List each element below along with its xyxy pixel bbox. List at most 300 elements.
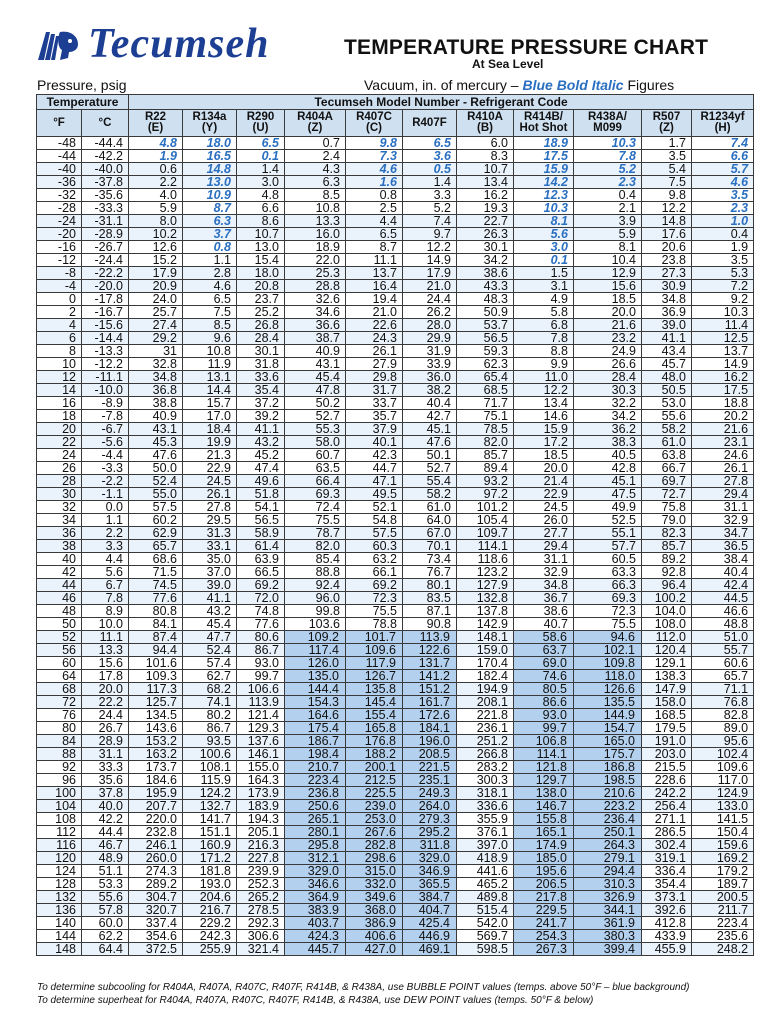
pressure-cell: 49.5 bbox=[346, 488, 403, 501]
table-header bbox=[37, 95, 754, 137]
pressure-cell: 93.0 bbox=[237, 657, 285, 670]
pressure-cell: 47.6 bbox=[129, 449, 183, 462]
refrigerant-header bbox=[237, 110, 285, 137]
pressure-cell: 188.2 bbox=[346, 748, 403, 761]
pressure-cell: 56.5 bbox=[237, 514, 285, 527]
pressure-cell: 255.9 bbox=[183, 943, 237, 956]
pressure-cell: 62.3 bbox=[457, 358, 514, 371]
temp-f-cell: -44 bbox=[37, 150, 82, 163]
pressure-cell: 6.6 bbox=[237, 202, 285, 215]
pressure-cell: 221.5 bbox=[403, 761, 457, 774]
pressure-cell: 6.5 bbox=[237, 137, 285, 150]
temp-c-cell: -44.4 bbox=[82, 137, 129, 150]
pressure-cell: 19.3 bbox=[457, 202, 514, 215]
subcooling-note: To determine subcooling for R404A, R407A, R407C, R407F, R414B, & R438A, use BUBBLE POINT values (temps. above 50°F – blue background) bbox=[37, 982, 690, 993]
pressure-cell: 200.1 bbox=[346, 761, 403, 774]
pressure-cell: 10.3 bbox=[574, 137, 642, 150]
pressure-cell: 97.2 bbox=[457, 488, 514, 501]
pressure-cell: 203.0 bbox=[642, 748, 692, 761]
temp-f-cell: 140 bbox=[37, 917, 82, 930]
pressure-cell: 100.2 bbox=[642, 592, 692, 605]
temp-c-cell: 35.6 bbox=[82, 774, 129, 787]
pressure-cell: 41.1 bbox=[642, 332, 692, 345]
pressure-cell: 65.7 bbox=[129, 540, 183, 553]
pressure-cell: 106.8 bbox=[514, 735, 574, 748]
temp-f-cell: 96 bbox=[37, 774, 82, 787]
pressure-cell: 45.1 bbox=[403, 423, 457, 436]
pressure-cell: 144.9 bbox=[574, 709, 642, 722]
pressure-cell: 66.5 bbox=[237, 566, 285, 579]
pressure-cell: 36.6 bbox=[285, 319, 346, 332]
pressure-cell: 20.8 bbox=[237, 280, 285, 293]
pressure-cell: 82.8 bbox=[692, 709, 754, 722]
pressure-cell: 183.9 bbox=[237, 800, 285, 813]
table-row bbox=[37, 865, 754, 878]
pressure-cell: 368.0 bbox=[346, 904, 403, 917]
pressure-cell: 200.5 bbox=[692, 891, 754, 904]
table-row bbox=[37, 384, 754, 397]
temp-c-cell: 64.4 bbox=[82, 943, 129, 956]
refrigerant-name: R404A bbox=[297, 111, 333, 123]
temp-c-cell: -17.8 bbox=[82, 293, 129, 306]
pressure-cell: 26.6 bbox=[574, 358, 642, 371]
pressure-cell: 151.1 bbox=[183, 826, 237, 839]
refrigerant-name: R1234yf bbox=[700, 111, 745, 123]
pressure-cell: 212.5 bbox=[346, 774, 403, 787]
pressure-cell: 3.0 bbox=[237, 176, 285, 189]
pressure-cell: 34.2 bbox=[457, 254, 514, 267]
pressure-cell: 29.8 bbox=[346, 371, 403, 384]
pressure-cell: 336.6 bbox=[457, 800, 514, 813]
pressure-cell: 22.0 bbox=[285, 254, 346, 267]
pressure-cell: 26.0 bbox=[514, 514, 574, 527]
pressure-cell: 223.4 bbox=[692, 917, 754, 930]
pressure-cell: 72.3 bbox=[574, 605, 642, 618]
table-row bbox=[37, 787, 754, 800]
pressure-cell: 109.6 bbox=[346, 644, 403, 657]
pressure-cell: 54.8 bbox=[346, 514, 403, 527]
temp-f-cell: 64 bbox=[37, 670, 82, 683]
temp-f-cell: -20 bbox=[37, 228, 82, 241]
pressure-cell: 54.1 bbox=[237, 501, 285, 514]
refrigerant-name: R290 bbox=[246, 111, 275, 123]
pressure-cell: 4.4 bbox=[346, 215, 403, 228]
pressure-cell: 12.9 bbox=[574, 267, 642, 280]
pressure-cell: 60.3 bbox=[346, 540, 403, 553]
pressure-cell: 24.4 bbox=[403, 293, 457, 306]
temp-c-cell: -35.6 bbox=[82, 189, 129, 202]
pressure-cell: 129.3 bbox=[237, 722, 285, 735]
pressure-cell: 36.0 bbox=[403, 371, 457, 384]
pressure-cell: 109.8 bbox=[574, 657, 642, 670]
refrigerant-code: (E) bbox=[147, 122, 164, 134]
pressure-cell: 172.6 bbox=[403, 709, 457, 722]
pressure-cell: 159.0 bbox=[457, 644, 514, 657]
pressure-cell: 164.3 bbox=[237, 774, 285, 787]
pressure-cell: 109.2 bbox=[285, 631, 346, 644]
temp-c-cell: 13.3 bbox=[82, 644, 129, 657]
temp-f-cell: 40 bbox=[37, 553, 82, 566]
temp-c-cell: -24.4 bbox=[82, 254, 129, 267]
pressure-cell: 67.0 bbox=[403, 527, 457, 540]
temp-f-cell: 32 bbox=[37, 501, 82, 514]
temp-c-cell: -6.7 bbox=[82, 423, 129, 436]
pressure-cell: 146.1 bbox=[237, 748, 285, 761]
model-number-header: Tecumseh Model Number - Refrigerant Code bbox=[129, 95, 754, 110]
temp-c-cell: -37.8 bbox=[82, 176, 129, 189]
pressure-cell: 163.2 bbox=[129, 748, 183, 761]
pressure-cell: 196.0 bbox=[403, 735, 457, 748]
pressure-cell: 36.9 bbox=[642, 306, 692, 319]
pressure-cell: 121.4 bbox=[237, 709, 285, 722]
pressure-cell: 182.4 bbox=[457, 670, 514, 683]
pressure-cell: 11.4 bbox=[692, 319, 754, 332]
pressure-cell: 12.2 bbox=[642, 202, 692, 215]
pressure-cell: 32.9 bbox=[514, 566, 574, 579]
pressure-cell: 31.8 bbox=[237, 358, 285, 371]
table-row bbox=[37, 696, 754, 709]
pressure-cell: 58.9 bbox=[237, 527, 285, 540]
temp-f-cell: 84 bbox=[37, 735, 82, 748]
pressure-cell: 239.9 bbox=[237, 865, 285, 878]
temp-c-cell: 6.7 bbox=[82, 579, 129, 592]
pressure-cell: 155.8 bbox=[514, 813, 574, 826]
temp-c-cell: -11.1 bbox=[82, 371, 129, 384]
pressure-cell: 22.9 bbox=[514, 488, 574, 501]
pressure-cell: 36.7 bbox=[514, 592, 574, 605]
pressure-cell: 181.8 bbox=[183, 865, 237, 878]
pressure-cell: 51.8 bbox=[237, 488, 285, 501]
pressure-cell: 254.3 bbox=[514, 930, 574, 943]
pressure-cell: 300.3 bbox=[457, 774, 514, 787]
pressure-cell: 87.1 bbox=[403, 605, 457, 618]
pressure-cell: 42.7 bbox=[403, 410, 457, 423]
pressure-cell: 34.7 bbox=[692, 527, 754, 540]
temp-f-cell: 92 bbox=[37, 761, 82, 774]
pressure-cell: 193.0 bbox=[183, 878, 237, 891]
temp-c-cell: -7.8 bbox=[82, 410, 129, 423]
temp-c-cell: -15.6 bbox=[82, 319, 129, 332]
temp-c-cell: 2.2 bbox=[82, 527, 129, 540]
pressure-cell: 27.8 bbox=[692, 475, 754, 488]
pressure-cell: 0.4 bbox=[692, 228, 754, 241]
pressure-cell: 31.1 bbox=[692, 501, 754, 514]
pressure-cell: 469.1 bbox=[403, 943, 457, 956]
temp-f-cell: 132 bbox=[37, 891, 82, 904]
pressure-cell: 15.9 bbox=[514, 163, 574, 176]
temp-f-cell: 88 bbox=[37, 748, 82, 761]
pressure-cell: 225.5 bbox=[346, 787, 403, 800]
temp-f-cell: 14 bbox=[37, 384, 82, 397]
pressure-cell: 34.2 bbox=[574, 410, 642, 423]
pressure-cell: 433.9 bbox=[642, 930, 692, 943]
pressure-cell: 207.7 bbox=[129, 800, 183, 813]
pressure-cell: 15.6 bbox=[574, 280, 642, 293]
pressure-cell: 117.3 bbox=[129, 683, 183, 696]
pressure-cell: 59.3 bbox=[457, 345, 514, 358]
pressure-cell: 154.3 bbox=[285, 696, 346, 709]
temp-c-cell: -28.9 bbox=[82, 228, 129, 241]
pressure-cell: 75.1 bbox=[457, 410, 514, 423]
pressure-cell: 18.4 bbox=[183, 423, 237, 436]
pressure-cell: 93.2 bbox=[457, 475, 514, 488]
pressure-cell: 61.0 bbox=[642, 436, 692, 449]
pressure-cell: 93.5 bbox=[183, 735, 237, 748]
pressure-cell: 33.6 bbox=[237, 371, 285, 384]
pressure-cell: 418.9 bbox=[457, 852, 514, 865]
pressure-cell: 43.2 bbox=[237, 436, 285, 449]
pressure-cell: 250.1 bbox=[574, 826, 642, 839]
pressure-cell: 10.7 bbox=[457, 163, 514, 176]
pressure-cell: 5.2 bbox=[574, 163, 642, 176]
pressure-cell: 78.5 bbox=[457, 423, 514, 436]
pressure-cell: 312.1 bbox=[285, 852, 346, 865]
pressure-cell: 58.6 bbox=[514, 631, 574, 644]
pressure-cell: 108.0 bbox=[642, 618, 692, 631]
table-row bbox=[37, 241, 754, 254]
pressure-cell: 2.8 bbox=[183, 267, 237, 280]
pressure-cell: 23.2 bbox=[574, 332, 642, 345]
temp-f-cell: 2 bbox=[37, 306, 82, 319]
pressure-cell: 326.9 bbox=[574, 891, 642, 904]
pressure-cell: 515.4 bbox=[457, 904, 514, 917]
pressure-cell: 72.7 bbox=[642, 488, 692, 501]
pressure-cell: 11.0 bbox=[514, 371, 574, 384]
pressure-cell: 18.8 bbox=[692, 397, 754, 410]
pressure-cell: 78.7 bbox=[285, 527, 346, 540]
pressure-cell: 344.1 bbox=[574, 904, 642, 917]
pressure-cell: 42.4 bbox=[692, 579, 754, 592]
pressure-cell: 295.8 bbox=[285, 839, 346, 852]
pressure-cell: 16.4 bbox=[346, 280, 403, 293]
pressure-cell: 295.2 bbox=[403, 826, 457, 839]
pressure-cell: 31.3 bbox=[183, 527, 237, 540]
pressure-cell: 115.9 bbox=[183, 774, 237, 787]
pressure-cell: 45.7 bbox=[642, 358, 692, 371]
temp-f-cell: -40 bbox=[37, 163, 82, 176]
pressure-cell: 598.5 bbox=[457, 943, 514, 956]
temp-f-cell: 44 bbox=[37, 579, 82, 592]
pressure-cell: 164.6 bbox=[285, 709, 346, 722]
table-row bbox=[37, 644, 754, 657]
pressure-cell: 88.8 bbox=[285, 566, 346, 579]
table-row bbox=[37, 488, 754, 501]
pressure-cell: 9.2 bbox=[692, 293, 754, 306]
pressure-cell: 85.7 bbox=[457, 449, 514, 462]
refrigerant-code: (U) bbox=[252, 122, 269, 134]
pressure-cell: 15.7 bbox=[183, 397, 237, 410]
temp-f-cell: 50 bbox=[37, 618, 82, 631]
pressure-cell: 198.4 bbox=[285, 748, 346, 761]
pressure-cell: 279.1 bbox=[574, 852, 642, 865]
pressure-cell: 21.3 bbox=[183, 449, 237, 462]
temp-c-cell: 4.4 bbox=[82, 553, 129, 566]
pressure-cell: 489.8 bbox=[457, 891, 514, 904]
pressure-cell: 9.9 bbox=[514, 358, 574, 371]
table-row bbox=[37, 930, 754, 943]
pressure-cell: 8.5 bbox=[285, 189, 346, 202]
table-row bbox=[37, 176, 754, 189]
pressure-cell: 250.6 bbox=[285, 800, 346, 813]
pressure-cell: 3.7 bbox=[183, 228, 237, 241]
temp-c-cell: 20.0 bbox=[82, 683, 129, 696]
fahrenheit-header: °F bbox=[37, 110, 82, 137]
pressure-cell: 260.0 bbox=[129, 852, 183, 865]
temp-c-cell: -33.3 bbox=[82, 202, 129, 215]
pressure-cell: 0.7 bbox=[285, 137, 346, 150]
temp-c-cell: 26.7 bbox=[82, 722, 129, 735]
pressure-cell: 31 bbox=[129, 345, 183, 358]
pressure-cell: 20.6 bbox=[642, 241, 692, 254]
temperature-pressure-table bbox=[36, 94, 754, 956]
pressure-cell: 5.4 bbox=[642, 163, 692, 176]
pressure-cell: 6.5 bbox=[346, 228, 403, 241]
pressure-cell: 12.6 bbox=[129, 241, 183, 254]
table-row bbox=[37, 735, 754, 748]
pressure-cell: 355.9 bbox=[457, 813, 514, 826]
pressure-cell: 206.5 bbox=[514, 878, 574, 891]
pressure-cell: 47.6 bbox=[403, 436, 457, 449]
pressure-cell: 304.7 bbox=[129, 891, 183, 904]
pressure-cell: 404.7 bbox=[403, 904, 457, 917]
pressure-cell: 392.6 bbox=[642, 904, 692, 917]
pressure-cell: 364.9 bbox=[285, 891, 346, 904]
pressure-cell: 0.8 bbox=[183, 241, 237, 254]
refrigerant-code: M099 bbox=[593, 122, 622, 134]
pressure-cell: 125.7 bbox=[129, 696, 183, 709]
pressure-cell: 80.1 bbox=[403, 579, 457, 592]
pressure-cell: 126.7 bbox=[346, 670, 403, 683]
pressure-cell: 36.8 bbox=[129, 384, 183, 397]
pressure-cell: 21.0 bbox=[346, 306, 403, 319]
pressure-cell: 60.6 bbox=[692, 657, 754, 670]
pressure-cell: 18.5 bbox=[574, 293, 642, 306]
table-row bbox=[37, 917, 754, 930]
pressure-cell: 264.0 bbox=[403, 800, 457, 813]
pressure-cell: 47.5 bbox=[574, 488, 642, 501]
pressure-cell: 3.3 bbox=[403, 189, 457, 202]
pressure-cell: 165.0 bbox=[574, 735, 642, 748]
pressure-cell: 43.3 bbox=[457, 280, 514, 293]
pressure-cell: 184.1 bbox=[403, 722, 457, 735]
pressure-cell: 89.4 bbox=[457, 462, 514, 475]
pressure-cell: 2.3 bbox=[574, 176, 642, 189]
temp-c-cell: -16.7 bbox=[82, 306, 129, 319]
pressure-cell: 38.6 bbox=[514, 605, 574, 618]
refrigerant-code: (Y) bbox=[201, 122, 218, 134]
pressure-cell: 28.4 bbox=[574, 371, 642, 384]
pressure-cell: 52.1 bbox=[346, 501, 403, 514]
pressure-cell: 117.9 bbox=[346, 657, 403, 670]
table-row bbox=[37, 657, 754, 670]
temp-f-cell: -16 bbox=[37, 241, 82, 254]
pressure-cell: 43.4 bbox=[642, 345, 692, 358]
temp-f-cell: 56 bbox=[37, 644, 82, 657]
pressure-cell: 0.1 bbox=[514, 254, 574, 267]
refrigerant-header bbox=[285, 110, 346, 137]
temp-c-cell: -42.2 bbox=[82, 150, 129, 163]
pressure-cell: 55.3 bbox=[285, 423, 346, 436]
pressure-cell: 274.3 bbox=[129, 865, 183, 878]
pressure-cell: 64.0 bbox=[403, 514, 457, 527]
temp-f-cell: 20 bbox=[37, 423, 82, 436]
temp-f-cell: 108 bbox=[37, 813, 82, 826]
temp-f-cell: 8 bbox=[37, 345, 82, 358]
pressure-cell: 52.7 bbox=[285, 410, 346, 423]
refrigerant-name: R134a bbox=[192, 111, 227, 123]
pressure-cell: 72.4 bbox=[285, 501, 346, 514]
pressure-cell: 13.0 bbox=[237, 241, 285, 254]
pressure-cell: 37.9 bbox=[346, 423, 403, 436]
pressure-cell: 186.7 bbox=[285, 735, 346, 748]
pressure-cell: 283.2 bbox=[457, 761, 514, 774]
pressure-cell: 38.6 bbox=[457, 267, 514, 280]
pressure-cell: 17.0 bbox=[183, 410, 237, 423]
pressure-cell: 65.4 bbox=[457, 371, 514, 384]
pressure-cell: 9.7 bbox=[403, 228, 457, 241]
pressure-cell: 62.7 bbox=[183, 670, 237, 683]
pressure-cell: 7.5 bbox=[642, 176, 692, 189]
temp-c-cell: 48.9 bbox=[82, 852, 129, 865]
pressure-cell: 232.8 bbox=[129, 826, 183, 839]
temp-c-cell: 60.0 bbox=[82, 917, 129, 930]
pressure-cell: 1.9 bbox=[692, 241, 754, 254]
temp-c-cell: -4.4 bbox=[82, 449, 129, 462]
pressure-cell: 14.6 bbox=[514, 410, 574, 423]
temp-c-cell: 10.0 bbox=[82, 618, 129, 631]
temp-c-cell: 24.4 bbox=[82, 709, 129, 722]
pressure-cell: 30.1 bbox=[237, 345, 285, 358]
pressure-cell: 349.6 bbox=[346, 891, 403, 904]
pressure-cell: 186.8 bbox=[574, 761, 642, 774]
pressure-cell: 35.4 bbox=[237, 384, 285, 397]
pressure-cell: 37.0 bbox=[183, 566, 237, 579]
pressure-cell: 216.3 bbox=[237, 839, 285, 852]
pressure-cell: 3.5 bbox=[692, 189, 754, 202]
temp-c-cell: 3.3 bbox=[82, 540, 129, 553]
pressure-cell: 154.7 bbox=[574, 722, 642, 735]
pressure-cell: 229.2 bbox=[183, 917, 237, 930]
pressure-cell: 117.4 bbox=[285, 644, 346, 657]
pressure-cell: 32.9 bbox=[692, 514, 754, 527]
temp-c-cell: 5.6 bbox=[82, 566, 129, 579]
pressure-cell: 45.2 bbox=[237, 449, 285, 462]
pressure-cell: 195.6 bbox=[514, 865, 574, 878]
pressure-cell: 6.0 bbox=[457, 137, 514, 150]
table-row bbox=[37, 553, 754, 566]
pressure-cell: 58.2 bbox=[642, 423, 692, 436]
pressure-cell: 24.0 bbox=[129, 293, 183, 306]
pressure-cell: 5.9 bbox=[574, 228, 642, 241]
pressure-cell: 205.1 bbox=[237, 826, 285, 839]
pressure-cell: 45.4 bbox=[183, 618, 237, 631]
pressure-cell: 229.5 bbox=[514, 904, 574, 917]
pressure-cell: 242.3 bbox=[183, 930, 237, 943]
pressure-cell: 21.4 bbox=[514, 475, 574, 488]
table-row bbox=[37, 280, 754, 293]
pressure-cell: 106.6 bbox=[237, 683, 285, 696]
celsius-header: °C bbox=[82, 110, 129, 137]
pressure-cell: 102.4 bbox=[692, 748, 754, 761]
pressure-cell: 13.4 bbox=[514, 397, 574, 410]
pressure-cell: 208.1 bbox=[457, 696, 514, 709]
temp-f-cell: -36 bbox=[37, 176, 82, 189]
pressure-cell: 38.3 bbox=[574, 436, 642, 449]
pressure-cell: 11.9 bbox=[183, 358, 237, 371]
pressure-cell: 252.3 bbox=[237, 878, 285, 891]
pressure-cell: 3.5 bbox=[692, 254, 754, 267]
pressure-cell: 134.5 bbox=[129, 709, 183, 722]
